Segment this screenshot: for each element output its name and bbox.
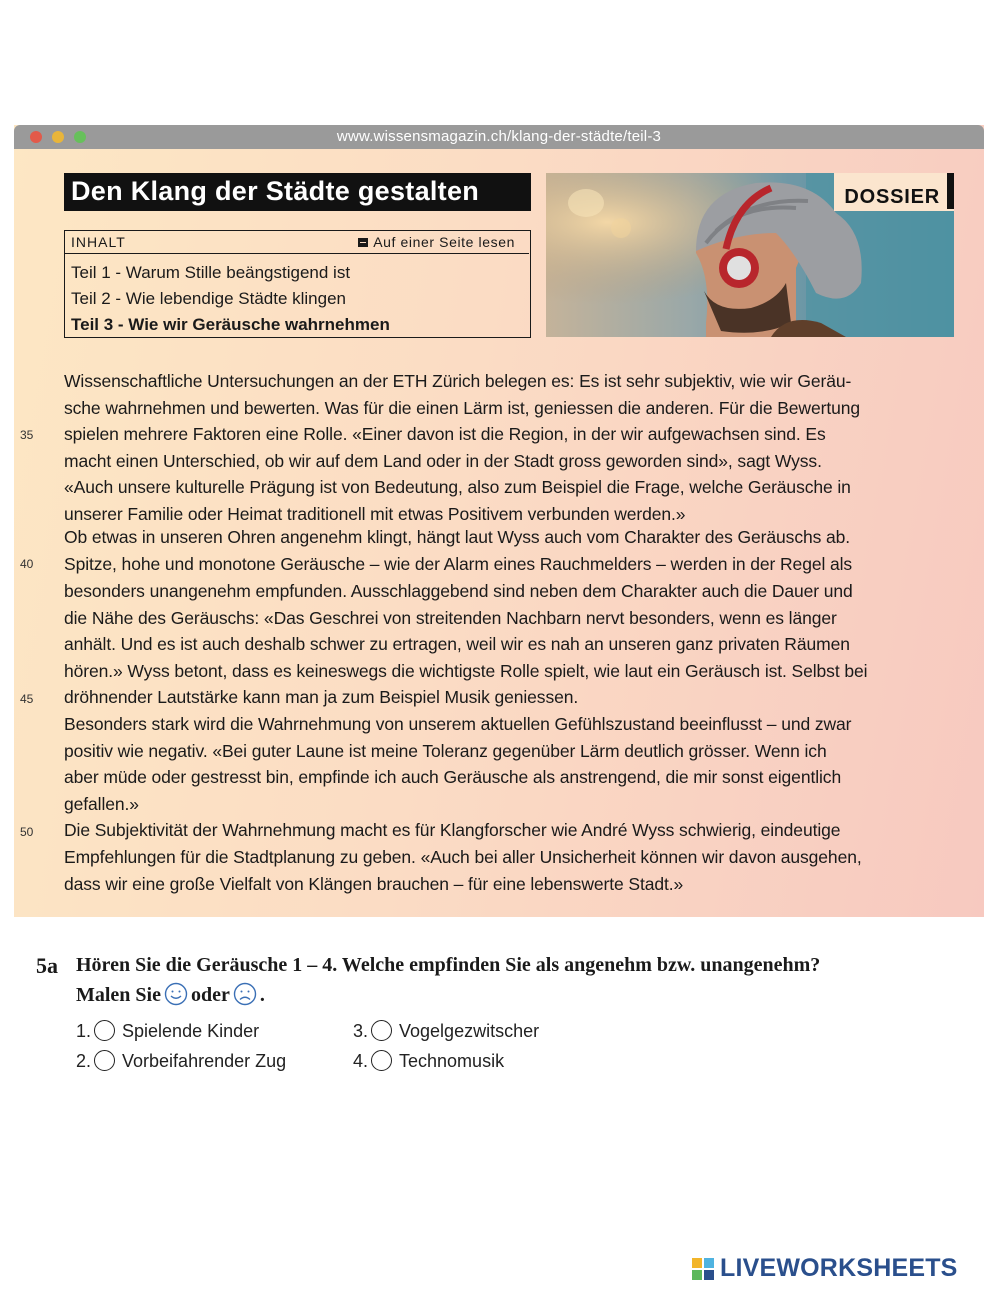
page-icon: [358, 238, 368, 247]
table-of-contents: [64, 230, 531, 338]
headphones-man-photo: [546, 173, 954, 337]
option-3: [353, 1020, 539, 1042]
article-line: Wissenschaftliche Untersuchungen an der ETH Zürich belegen es: Es ist sehr subjektiv, wie wir Geräu-: [64, 371, 852, 391]
article-line: Die Subjektivität der Wahrnehmung macht es für Klangforscher wie André Wyss schwierig, eindeutige: [64, 820, 841, 840]
article-line: anhält. Und es ist auch deshalb schwer zu ertragen, weil wir es nah an unseren ganz privaten Räumen: [64, 634, 850, 654]
article-line: die Nähe des Geräuschs: «Das Geschrei von streitenden Nachbarn nervt besonders, wenn es länger: [64, 607, 837, 628]
toc-label: INHALT: [71, 234, 126, 250]
answer-circle[interactable]: [371, 1050, 392, 1071]
answer-circle[interactable]: [94, 1020, 115, 1041]
line-number: 35: [20, 428, 34, 442]
option-4: [353, 1050, 504, 1072]
page-title: Den Klang der Städte gestalten: [64, 173, 531, 211]
liveworksheets-brand: LIVEWORKSHEETS: [720, 1254, 958, 1282]
read-on-one-page-link[interactable]: [358, 234, 515, 250]
option-1: [76, 1020, 259, 1042]
article-line: Empfehlungen für die Stadtplanung zu geben. «Auch bei aller Unsicherheit können wir davon ausgehen,: [64, 847, 862, 867]
article-line: «Auch unsere kulturelle Prägung ist von Bedeutung, also zum Beispiel die Frage, welche Geräusche in: [64, 477, 851, 497]
option-number: 4.: [353, 1051, 369, 1071]
option-2: [76, 1050, 286, 1072]
article-line: macht einen Unterschied, ob wir auf dem Land oder in der Stadt gross geworden sind», sagt Wyss.: [64, 450, 822, 471]
exercise-number: 5a: [36, 953, 58, 978]
instruction-text: .: [259, 984, 265, 1006]
liveworksheets-grid-icon: [692, 1258, 714, 1280]
option-label: Vogelgezwitscher: [399, 1021, 540, 1041]
article-line: spielen mehrere Faktoren eine Rolle. «Einer davon ist die Region, in der wir aufgewachsen sind. Es: [64, 424, 826, 444]
article-line: Ob etwas in unseren Ohren angenehm klingt, hängt laut Wyss auch vom Charakter des Geräuschs ab.: [64, 527, 851, 547]
article-line: sche wahrnehmen und bewerten. Was für die einen Lärm ist, geniessen die anderen. Für die Bewertung: [64, 397, 860, 418]
dossier-label: DOSSIER: [844, 186, 940, 208]
address-bar-url[interactable]: www.wissensmagazin.ch/klang-der-städte/teil-3: [336, 128, 662, 145]
article-line: hören.» Wyss betont, dass es keineswegs die wichtigste Rolle spielt, wie laut ein Geräusch ist. Selbst bei: [64, 660, 868, 681]
toc-item-part-1[interactable]: Teil 1 - Warum Stille beängstigend ist: [71, 263, 351, 282]
option-number: 1.: [76, 1021, 92, 1041]
line-number: 50: [20, 825, 34, 839]
answer-circle[interactable]: [371, 1020, 392, 1041]
option-number: 3.: [353, 1021, 369, 1041]
article-line: positiv wie negativ. «Bei guter Laune ist meine Toleranz gegenüber Lärm deutlich grösser. Wenn ich: [64, 740, 827, 761]
article-line: Spitze, hohe und monotone Geräusche – wie der Alarm eines Rauchmelders – werden in der Regel als: [64, 554, 853, 574]
option-label: Vorbeifahrender Zug: [122, 1051, 287, 1071]
answer-circle[interactable]: [94, 1050, 115, 1071]
line-number: 45: [20, 692, 34, 706]
article-line: dass wir eine große Vielfalt von Klängen brauchen – für eine lebenswerte Stadt.»: [64, 873, 684, 894]
article-line: aber müde oder gestresst bin, empfinde ich auch Geräusche als anstrengend, die mir sonst eigentlich: [64, 767, 842, 787]
toc-header: [65, 231, 529, 254]
smiley-sad-icon: [233, 982, 257, 1006]
browser-titlebar: [14, 125, 984, 149]
line-number: 40: [20, 557, 34, 571]
article-line: gefallen.»: [64, 793, 139, 814]
browser-window: [14, 125, 984, 917]
toc-item-part-3[interactable]: Teil 3 - Wie wir Geräusche wahrnehmen: [71, 315, 390, 334]
option-number: 2.: [76, 1051, 92, 1071]
dossier-badge: [834, 173, 954, 211]
option-label: Technomusik: [399, 1051, 505, 1071]
article-line: unserer Familie oder Heimat traditionell mit etwas Positivem verbunden werden.»: [64, 503, 686, 524]
read-on-one-page-label: Auf einer Seite lesen: [373, 234, 515, 250]
article-line: Besonders stark wird die Wahrnehmung von unserem aktuellen Gefühlszustand beeinflusst – und zwar: [64, 714, 852, 734]
article-line: dröhnender Lautstärke kann man ja zum Beispiel Musik geniessen.: [64, 687, 579, 707]
smiley-happy-icon: [164, 982, 188, 1006]
article-line: besonders unangenehm empfunden. Ausschlaggebend sind neben dem Charakter auch die Dauer und: [64, 581, 853, 601]
exercise-instruction-line-2: [76, 982, 265, 1007]
instruction-text: Malen Sie: [76, 984, 161, 1006]
exercise-instruction: Hören Sie die Geräusche 1 – 4. Welche empfinden Sie als angenehm bzw. unangenehm?: [76, 954, 821, 976]
dossier-bar: [947, 173, 954, 209]
toc-item-part-2[interactable]: Teil 2 - Wie lebendige Städte klingen: [71, 289, 346, 308]
instruction-text: oder: [191, 984, 230, 1006]
option-label: Spielende Kinder: [122, 1021, 260, 1041]
